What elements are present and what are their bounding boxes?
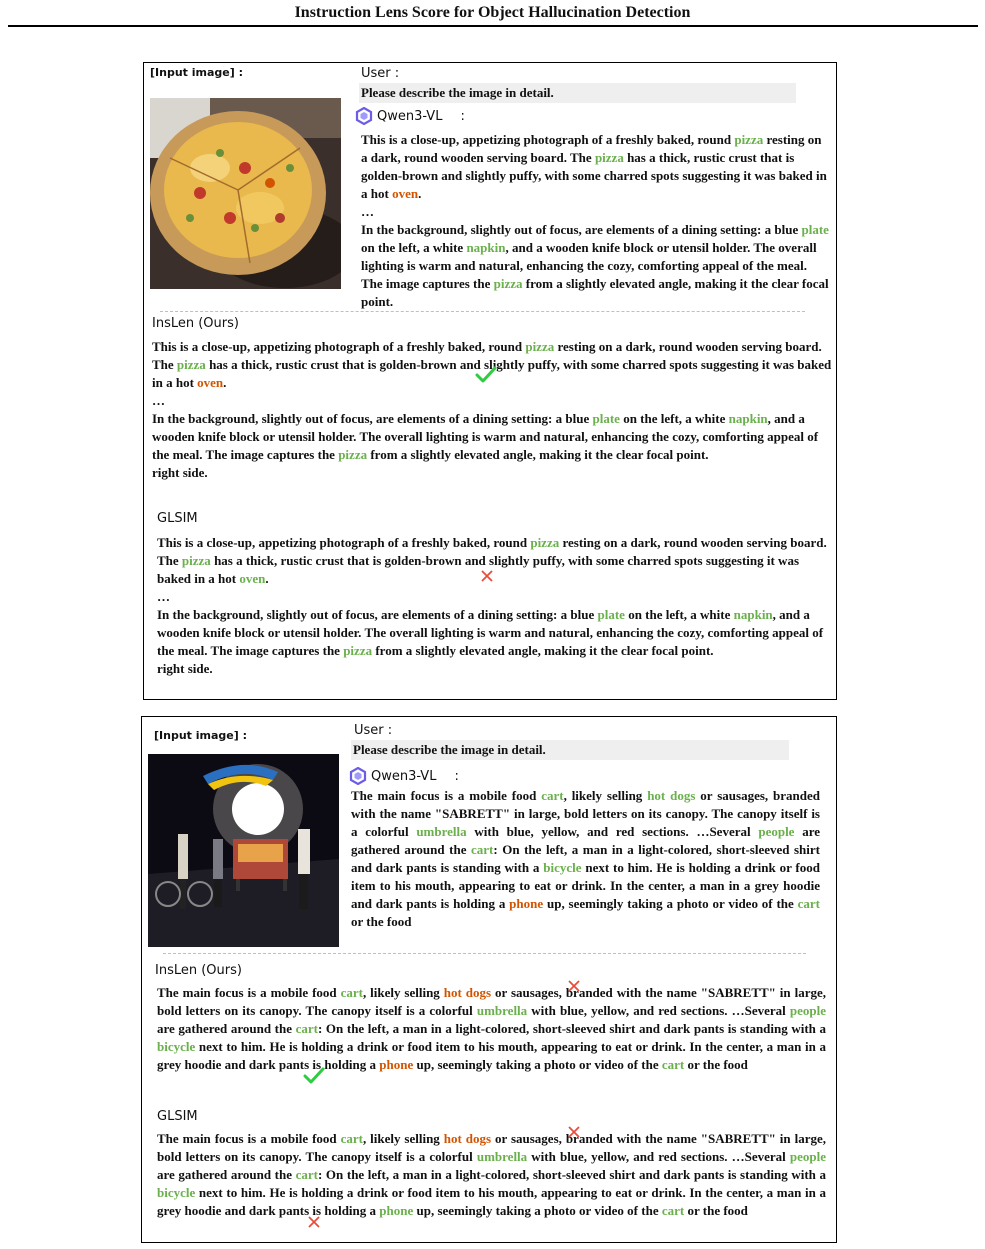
object-token-correct: cart bbox=[661, 1203, 685, 1218]
user-prompt: Please describe the image in detail. bbox=[351, 740, 789, 760]
user-prompt: Please describe the image in detail. bbox=[359, 83, 796, 103]
check-icon bbox=[475, 366, 497, 384]
model-name: Qwen3-VL bbox=[377, 108, 443, 124]
method-label-baseline: GLSIM bbox=[157, 1109, 198, 1124]
model-colon: : bbox=[454, 768, 459, 784]
text-segment: has a thick, rustic crust that is golden-brown and slightly puffy, with some charred spots suggesting it was baked in a hot bbox=[152, 357, 832, 390]
method-label-baseline: GLSIM bbox=[157, 511, 198, 526]
text-segment: resting on a dark, round wooden serving board. The bbox=[361, 132, 822, 165]
text-segment: from a slightly elevated angle, making it the clear focal point. bbox=[372, 643, 714, 658]
text-segment: next to him. He is holding a drink or food item to his mouth, appearing to eat or drink. In the center, a man in a grey hoodie and dark pants is holding a bbox=[157, 1185, 826, 1218]
object-token-correct: cart bbox=[471, 842, 494, 857]
object-token-correct: bicycle bbox=[157, 1039, 196, 1054]
object-token-correct: people bbox=[789, 1149, 827, 1164]
text-segment: , and a wooden knife block or utensil holder. The overall lighting is warm and natural, enhancing the cozy, comforting appeal of the meal. The image captures the bbox=[152, 411, 819, 462]
model-response bbox=[361, 131, 831, 311]
object-token-correct: pizza bbox=[734, 132, 764, 147]
object-token-correct: hot dogs bbox=[647, 788, 696, 803]
text-segment: The main focus is a mobile food bbox=[157, 985, 341, 1000]
baseline-paragraph-2 bbox=[157, 606, 835, 660]
object-token-correct: cart bbox=[661, 1057, 685, 1072]
object-token-correct: pizza bbox=[594, 150, 624, 165]
pizza-photo bbox=[150, 98, 341, 289]
baseline-output bbox=[157, 1130, 826, 1220]
object-token-correct: umbrella bbox=[476, 1003, 528, 1018]
object-token-correct: phone bbox=[379, 1203, 414, 1218]
ours-tail: right side. bbox=[152, 465, 208, 480]
text-segment: with blue, yellow, and red sections. …Several bbox=[527, 1149, 790, 1164]
text-segment: , likely selling bbox=[362, 985, 444, 1000]
cross-icon bbox=[481, 570, 493, 582]
page-title: Instruction Lens Score for Object Hallucination Detection bbox=[294, 4, 691, 21]
model-header bbox=[349, 767, 459, 785]
text-segment: : On the left, a man in a light-colored, short-sleeved shirt and dark pants is standing with a bbox=[318, 1021, 827, 1036]
text-segment: resting on a dark, round wooden serving board. The bbox=[157, 535, 827, 568]
object-token-hallucinated: hot dogs bbox=[443, 985, 492, 1000]
check-icon bbox=[303, 1067, 325, 1085]
object-token-correct: plate bbox=[801, 222, 829, 237]
cross-icon bbox=[308, 1216, 320, 1228]
qwen-logo-icon bbox=[355, 107, 373, 125]
input-image-label: [Input image] : bbox=[154, 729, 247, 742]
baseline-tail: right side. bbox=[157, 661, 213, 676]
object-token-hallucinated: oven bbox=[392, 186, 419, 201]
section-divider bbox=[163, 953, 806, 954]
object-token-correct: cart bbox=[797, 896, 821, 911]
model-header bbox=[355, 107, 465, 125]
text-segment: , likely selling bbox=[362, 1131, 444, 1146]
cross-icon bbox=[568, 980, 580, 992]
text-segment: : On the left, a man in a light-colored, short-sleeved shirt and dark pants is standing with a bbox=[318, 1167, 827, 1182]
object-token-correct: bicycle bbox=[543, 860, 582, 875]
object-token-correct: cart bbox=[295, 1167, 318, 1182]
text-segment: The main focus is a mobile food bbox=[157, 1131, 341, 1146]
response-paragraph-1 bbox=[361, 131, 831, 203]
ours-output bbox=[157, 984, 826, 1074]
object-token-correct: pizza bbox=[338, 447, 368, 462]
object-token-correct: cart bbox=[340, 985, 363, 1000]
text-segment: . bbox=[418, 186, 422, 201]
text-segment: next to him. He is holding a drink or food item to his mouth, appearing to eat or drink. In the center, a man in a grey hoodie and dark pants is holding a bbox=[351, 860, 820, 911]
object-token-correct: people bbox=[789, 1003, 827, 1018]
model-colon: : bbox=[460, 108, 465, 124]
text-segment: This is a close-up, appetizing photograph of a freshly baked, round bbox=[157, 535, 531, 550]
street-food-cart-photo bbox=[148, 754, 339, 947]
ours-paragraph-2 bbox=[152, 410, 832, 464]
baseline-output bbox=[157, 534, 835, 678]
ellipsis: … bbox=[361, 204, 374, 219]
text-segment: on the left, a white bbox=[624, 607, 734, 622]
text-segment: or sausages, branded with the name "SABRETT" in large, bold letters on its canopy. The canopy itself is a colorful bbox=[157, 1131, 826, 1164]
object-token-correct: pizza bbox=[525, 339, 555, 354]
input-image-label: [Input image] : bbox=[150, 66, 243, 79]
object-token-correct: pizza bbox=[343, 643, 373, 658]
text-segment: or the food bbox=[684, 1057, 748, 1072]
qwen-logo-icon bbox=[349, 767, 367, 785]
object-token-correct: napkin bbox=[728, 411, 768, 426]
object-token-correct: cart bbox=[340, 1131, 363, 1146]
object-token-correct: people bbox=[758, 824, 795, 839]
text-segment: from a slightly elevated angle, making it the clear focal point. bbox=[367, 447, 709, 462]
object-token-hallucinated: oven bbox=[197, 375, 224, 390]
text-segment: The main focus is a mobile food bbox=[351, 788, 542, 803]
title-rule bbox=[8, 25, 978, 27]
ellipsis: … bbox=[152, 393, 165, 408]
text-segment: In the background, slightly out of focus, are elements of a dining setting: a blue bbox=[361, 222, 802, 237]
section-divider bbox=[160, 311, 805, 312]
text-segment: up, seemingly taking a photo or video of the bbox=[413, 1057, 662, 1072]
user-label: User : bbox=[361, 66, 400, 81]
text-segment: are gathered around the bbox=[157, 1021, 296, 1036]
text-segment: This is a close-up, appetizing photograph of a freshly baked, round bbox=[361, 132, 735, 147]
object-token-hallucinated: phone bbox=[379, 1057, 414, 1072]
text-segment: up, seemingly taking a photo or video of the bbox=[543, 896, 798, 911]
text-segment: up, seemingly taking a photo or video of the bbox=[413, 1203, 662, 1218]
ours-output bbox=[152, 338, 832, 482]
object-token-hallucinated: hot dogs bbox=[443, 1131, 492, 1146]
text-segment: has a thick, rustic crust that is golden-brown and slightly puffy, with some charred spots suggesting it was baked in a hot bbox=[361, 150, 827, 201]
baseline-paragraph-1 bbox=[157, 1130, 826, 1220]
object-token-correct: oven bbox=[239, 571, 266, 586]
object-token-correct: plate bbox=[597, 607, 625, 622]
text-segment: has a thick, rustic crust that is golden-brown and slightly puffy, with some charred spots suggesting it was baked in a hot bbox=[157, 553, 800, 586]
ours-paragraph-1 bbox=[157, 984, 826, 1074]
text-segment: : On the left, a man in a light-colored, short-sleeved shirt and dark pants is standing with a bbox=[351, 842, 821, 875]
text-segment: with blue, yellow, and red sections. …Several bbox=[466, 824, 759, 839]
response-paragraph-1 bbox=[351, 787, 820, 931]
text-segment: from a slightly elevated angle, making it the clear focal point. bbox=[361, 276, 829, 309]
ellipsis: … bbox=[157, 589, 170, 604]
text-segment: . bbox=[223, 375, 227, 390]
object-token-correct: cart bbox=[541, 788, 564, 803]
text-segment: are gathered around the bbox=[157, 1167, 296, 1182]
object-token-correct: pizza bbox=[530, 535, 560, 550]
text-segment: In the background, slightly out of focus, are elements of a dining setting: a blue bbox=[157, 607, 598, 622]
text-segment: This is a close-up, appetizing photograph of a freshly baked, round bbox=[152, 339, 526, 354]
user-label: User : bbox=[354, 723, 393, 738]
text-segment: or the food bbox=[684, 1203, 748, 1218]
text-segment: , and a wooden knife block or utensil holder. The overall lighting is warm and natural, enhancing the cozy, comforting appeal of the meal. The image captures the bbox=[361, 240, 817, 291]
object-token-hallucinated: phone bbox=[509, 896, 544, 911]
text-segment: are gathered around the bbox=[351, 824, 821, 857]
object-token-correct: cart bbox=[295, 1021, 318, 1036]
text-segment: on the left, a white bbox=[619, 411, 729, 426]
text-segment: or the food bbox=[351, 914, 412, 929]
text-segment: . bbox=[265, 571, 269, 586]
object-token-correct: bicycle bbox=[157, 1185, 196, 1200]
object-token-correct: napkin bbox=[466, 240, 506, 255]
object-token-correct: pizza bbox=[493, 276, 523, 291]
text-segment: , likely selling bbox=[563, 788, 648, 803]
text-segment: next to him. He is holding a drink or food item to his mouth, appearing to eat or drink. In the center, a man in a grey hoodie and dark pants is holding a bbox=[157, 1039, 826, 1072]
model-response bbox=[351, 787, 820, 931]
response-paragraph-2 bbox=[361, 221, 831, 311]
cross-icon bbox=[568, 1126, 580, 1138]
method-label-ours: InsLen (Ours) bbox=[155, 963, 242, 978]
text-segment: with blue, yellow, and red sections. …Several bbox=[527, 1003, 790, 1018]
object-token-correct: pizza bbox=[176, 357, 206, 372]
object-token-correct: umbrella bbox=[416, 824, 467, 839]
text-segment: resting on a dark, round wooden serving board. The bbox=[152, 339, 822, 372]
baseline-paragraph-1 bbox=[157, 534, 835, 588]
object-token-correct: umbrella bbox=[476, 1149, 528, 1164]
text-segment: or sausages, branded with the name "SABRETT" in large, bold letters on its canopy. The canopy itself is a colorful bbox=[351, 788, 820, 839]
text-segment: or sausages, branded with the name "SABRETT" in large, bold letters on its canopy. The canopy itself is a colorful bbox=[157, 985, 826, 1018]
object-token-correct: pizza bbox=[181, 553, 211, 568]
method-label-ours: InsLen (Ours) bbox=[152, 316, 239, 331]
text-segment: In the background, slightly out of focus, are elements of a dining setting: a blue bbox=[152, 411, 593, 426]
text-segment: , and a wooden knife block or utensil holder. The overall lighting is warm and natural, enhancing the cozy, comforting appeal of the meal. The image captures the bbox=[157, 607, 824, 658]
text-segment: on the left, a white bbox=[361, 240, 467, 255]
model-name: Qwen3-VL bbox=[371, 768, 437, 784]
object-token-correct: napkin bbox=[733, 607, 773, 622]
object-token-correct: plate bbox=[592, 411, 620, 426]
